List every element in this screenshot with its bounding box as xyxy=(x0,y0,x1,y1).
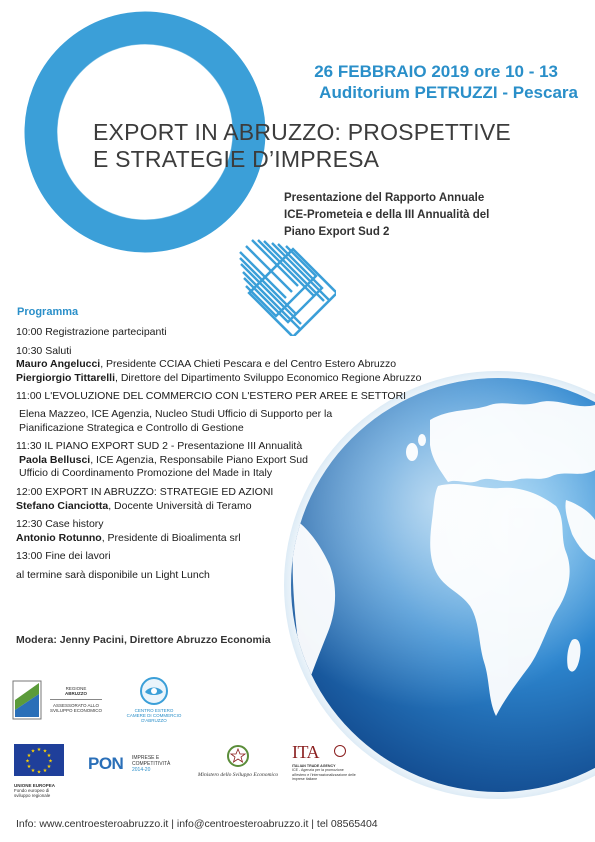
svg-text:★: ★ xyxy=(30,768,36,774)
speaker-role: , Direttore del Dipartimento Sviluppo Economico Regione Abruzzo xyxy=(115,371,422,384)
ita-mark: ITA xyxy=(292,742,320,762)
svg-text:★: ★ xyxy=(46,764,52,770)
speaker-role: , Presidente di Bioalimenta srl xyxy=(101,531,241,544)
unione-europea-logo xyxy=(14,744,66,798)
programme-item-saluti xyxy=(16,345,536,386)
programme-item-case-history xyxy=(16,518,536,545)
case-history-text: 12:30 Case history xyxy=(16,518,104,531)
svg-text:★: ★ xyxy=(36,769,42,776)
programme-heading: Programma xyxy=(17,306,79,318)
speaker-mazzeo-line-1: Elena Mazzeo, ICE Agenzia, Nucleo Studi Ufficio di Supporto per la xyxy=(19,407,333,420)
regione-text-2: ABRUZZO xyxy=(65,691,87,696)
speaker-mazzeo-line-2: Pianificazione Strategica e Controllo di Gestione xyxy=(19,421,244,434)
centro-text-2: CAMERE DI COMMERCIO D'ABRUZZO xyxy=(126,713,182,723)
speaker-bellusci-line-2: Ufficio di Coordinamento Promozione del Made in Italy xyxy=(19,467,273,480)
pon-text-2: COMPETITIVITÀ xyxy=(132,761,171,767)
svg-text:★: ★ xyxy=(26,753,32,759)
fine-text: 13:00 Fine dei lavori xyxy=(16,550,111,563)
export-text: 12:00 EXPORT IN ABRUZZO: STRATEGIE ED AZIONI xyxy=(16,485,274,498)
regione-text-3: ASSESSORATO ALLO xyxy=(52,703,100,708)
centro-estero-logo xyxy=(126,676,182,726)
speaker-angelucci xyxy=(16,358,536,372)
centro-estero-emblem-icon xyxy=(139,676,169,706)
regione-text-4: SVILUPPO ECONOMICO xyxy=(49,708,102,713)
speaker-name: Paola Bellusci xyxy=(19,453,91,466)
programme-item-fine xyxy=(16,550,536,564)
svg-text:★: ★ xyxy=(42,768,48,774)
ita-logo xyxy=(292,742,356,788)
speaker-bellusci xyxy=(16,454,536,468)
abruzzo-emblem-icon xyxy=(12,680,42,720)
speaker-name: Piergiorgio Tittarelli xyxy=(16,371,115,384)
italian-emblem-icon xyxy=(226,744,250,768)
subtitle-line-2: ICE-Prometeia e della III Annualità del xyxy=(284,209,490,221)
title-line-1: EXPORT IN ABRUZZO: PROSPETTIVE xyxy=(93,119,511,145)
saluti-text: 10:30 Saluti xyxy=(16,344,72,357)
regione-text-1: REGIONE xyxy=(65,686,87,691)
svg-text:★: ★ xyxy=(25,758,30,765)
venue-line: Auditorium PETRUZZI - Pescara xyxy=(319,83,578,102)
programme-list xyxy=(16,326,536,588)
speaker-role: , Presidente CCIAA Chieti Pescara e del Centro Estero Abruzzo xyxy=(100,358,397,371)
programme-item-evoluzione xyxy=(16,390,536,435)
registration-text: 10:00 Registrazione partecipanti xyxy=(16,326,167,338)
date-line: 26 FEBBRAIO 2019 ore 10 - 13 xyxy=(314,62,558,81)
speaker-tittarelli xyxy=(16,372,536,386)
subtitle-line-1: Presentazione del Rapporto Annuale xyxy=(284,192,485,204)
programme-item-lunch xyxy=(16,569,536,583)
speaker-name: Antonio Rotunno xyxy=(16,531,102,544)
svg-text:★: ★ xyxy=(30,748,36,755)
ita-text-2: ICE - Agenzia per la promozione all'estero e l'internazionalizzazione delle imprese italiane xyxy=(292,768,356,782)
title-line-2: E STRATEGIE D’IMPRESA xyxy=(93,146,380,172)
speaker-role: , ICE Agenzia, Responsabile Piano Export Sud xyxy=(90,453,308,466)
ue-text-1: UNIONE EUROPEA xyxy=(14,783,56,788)
ministero-logo xyxy=(196,744,280,786)
programme-item-export xyxy=(16,486,536,513)
svg-text:★: ★ xyxy=(46,753,52,759)
evoluzione-text: 11:00 L'EVOLUZIONE DEL COMMERCIO CON L'ESTERO PER AREE E SETTORI xyxy=(16,390,407,403)
regione-abruzzo-logo xyxy=(12,680,108,720)
pon-logo xyxy=(88,752,178,782)
programme-item-registration xyxy=(16,326,536,340)
subtitle-line-3: Piano Export Sud 2 xyxy=(284,226,390,238)
svg-text:★: ★ xyxy=(36,747,42,753)
piano-text: 11:30 IL PIANO EXPORT SUD 2 - Presentazione III Annualità xyxy=(16,440,303,453)
speaker-name: Stefano Cianciotta xyxy=(16,499,109,512)
speaker-cianciotta xyxy=(16,500,536,514)
moderator-line: Modera: Jenny Pacini, Direttore Abruzzo Economia xyxy=(16,634,271,646)
svg-text:★: ★ xyxy=(48,758,53,765)
speaker-rotunno xyxy=(16,532,536,546)
ue-text-2: Fondo europeo di sviluppo regionale xyxy=(14,788,51,798)
speaker-role: , Docente Università di Teramo xyxy=(108,499,252,512)
svg-text:★: ★ xyxy=(42,748,48,755)
page-title xyxy=(93,119,511,173)
ministero-text: Ministero dello Sviluppo Economico xyxy=(197,772,279,778)
ita-text-1: ITALIAN TRADE AGENCY xyxy=(292,764,336,768)
pon-text-3: 2014-20 xyxy=(132,767,151,773)
centro-text-1: CENTRO ESTERO xyxy=(134,708,174,713)
subtitle xyxy=(284,190,489,241)
pon-mark: PON xyxy=(88,754,124,773)
event-datetime xyxy=(283,61,578,103)
footer-contacts: Info: www.centroesteroabruzzo.it | info@centroesteroabruzzo.it | tel 08565404 xyxy=(16,818,378,830)
eu-flag-icon xyxy=(14,744,64,776)
pon-text-1: IMPRESE E xyxy=(132,755,160,761)
lunch-text: al termine sarà disponibile un Light Lunch xyxy=(16,568,210,581)
speaker-name: Mauro Angelucci xyxy=(16,358,101,371)
svg-text:★: ★ xyxy=(26,764,32,770)
ita-seal-icon xyxy=(334,745,346,757)
programme-item-piano xyxy=(16,440,536,481)
